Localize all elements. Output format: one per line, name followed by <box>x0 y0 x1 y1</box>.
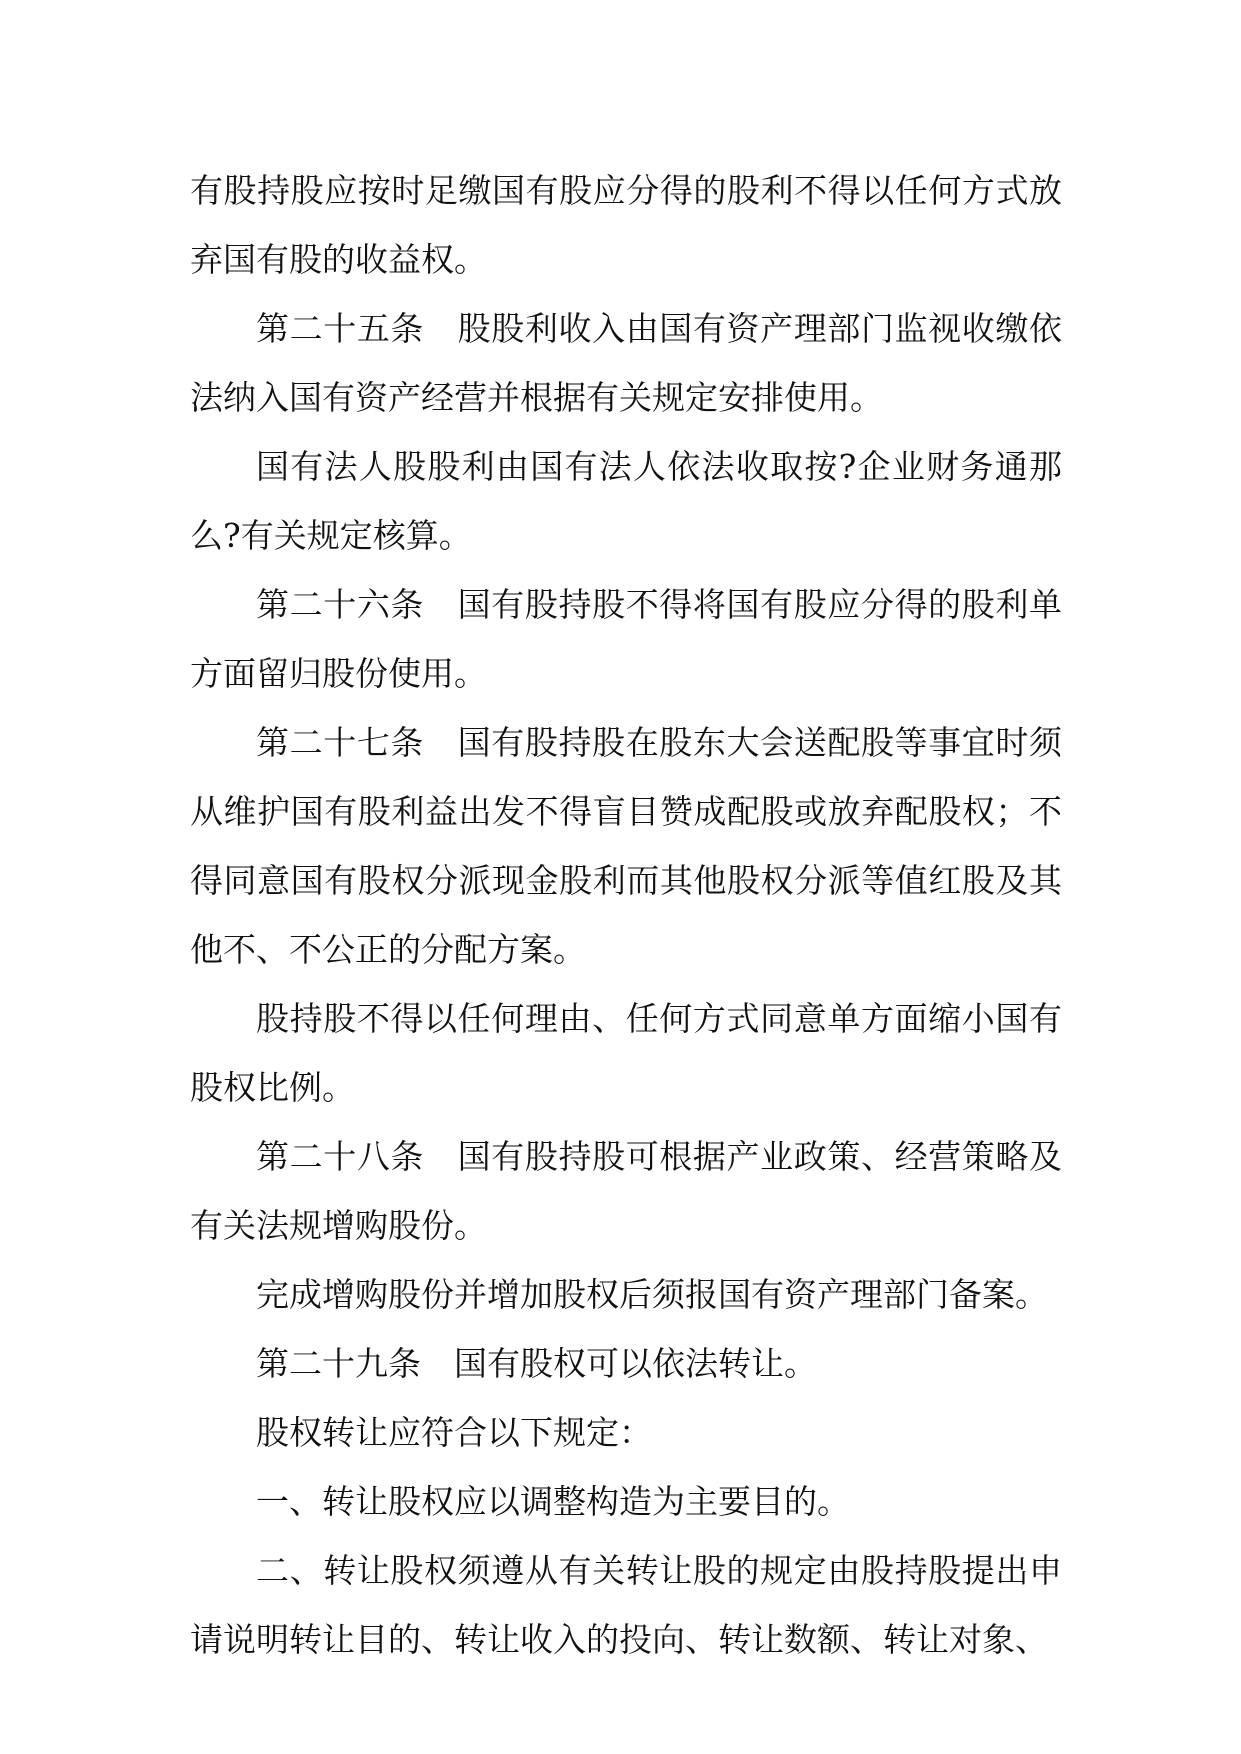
paragraph-11: 一、转让股权应以调整构造为主要目的。 <box>256 1482 850 1521</box>
paragraph-article-29: 第二十九条 国有股权可以依法转让。 <box>256 1344 817 1383</box>
paragraph-article-27: 第二十七条 国有股持股在股东大会送配股等事宜时须从维护国有股利益出发不得盲目赞成配股或放弃配股权；不得同意国有股权分派现金股利而其他股权分派等值红股及其他不、不公正的分配方案。 <box>190 723 1062 969</box>
paragraph-article-28: 第二十八条 国有股持股可根据产业政策、经营策略及有关法规增购股份。 <box>190 1137 1062 1245</box>
paragraph-article-26: 第二十六条 国有股持股不得将国有股应分得的股利单方面留归股份使用。 <box>190 585 1062 693</box>
paragraph-article-25: 第二十五条 股股利收入由国有资产理部门监视收缴依法纳入国有资产经营并根据有关规定安排使用。 <box>190 309 1062 417</box>
document-body <box>190 156 1062 1674</box>
paragraph-3: 国有法人股股利由国有法人依法收取按?企业财务通那么?有关规定核算。 <box>190 447 1062 555</box>
paragraph-10: 股权转让应符合以下规定： <box>256 1413 652 1452</box>
paragraph-6: 股持股不得以任何理由、任何方式同意单方面缩小国有股权比例。 <box>190 999 1062 1107</box>
paragraph-12: 二、转让股权须遵从有关转让股的规定由股持股提出申请说明转让目的、转让收入的投向、转让数额、转让对象、 <box>190 1551 1062 1659</box>
paragraph-1: 有股持股应按时足缴国有股应分得的股利不得以任何方式放弃国有股的收益权。 <box>190 171 1062 279</box>
paragraph-8: 完成增购股份并增加股权后须报国有资产理部门备案。 <box>256 1275 1048 1314</box>
